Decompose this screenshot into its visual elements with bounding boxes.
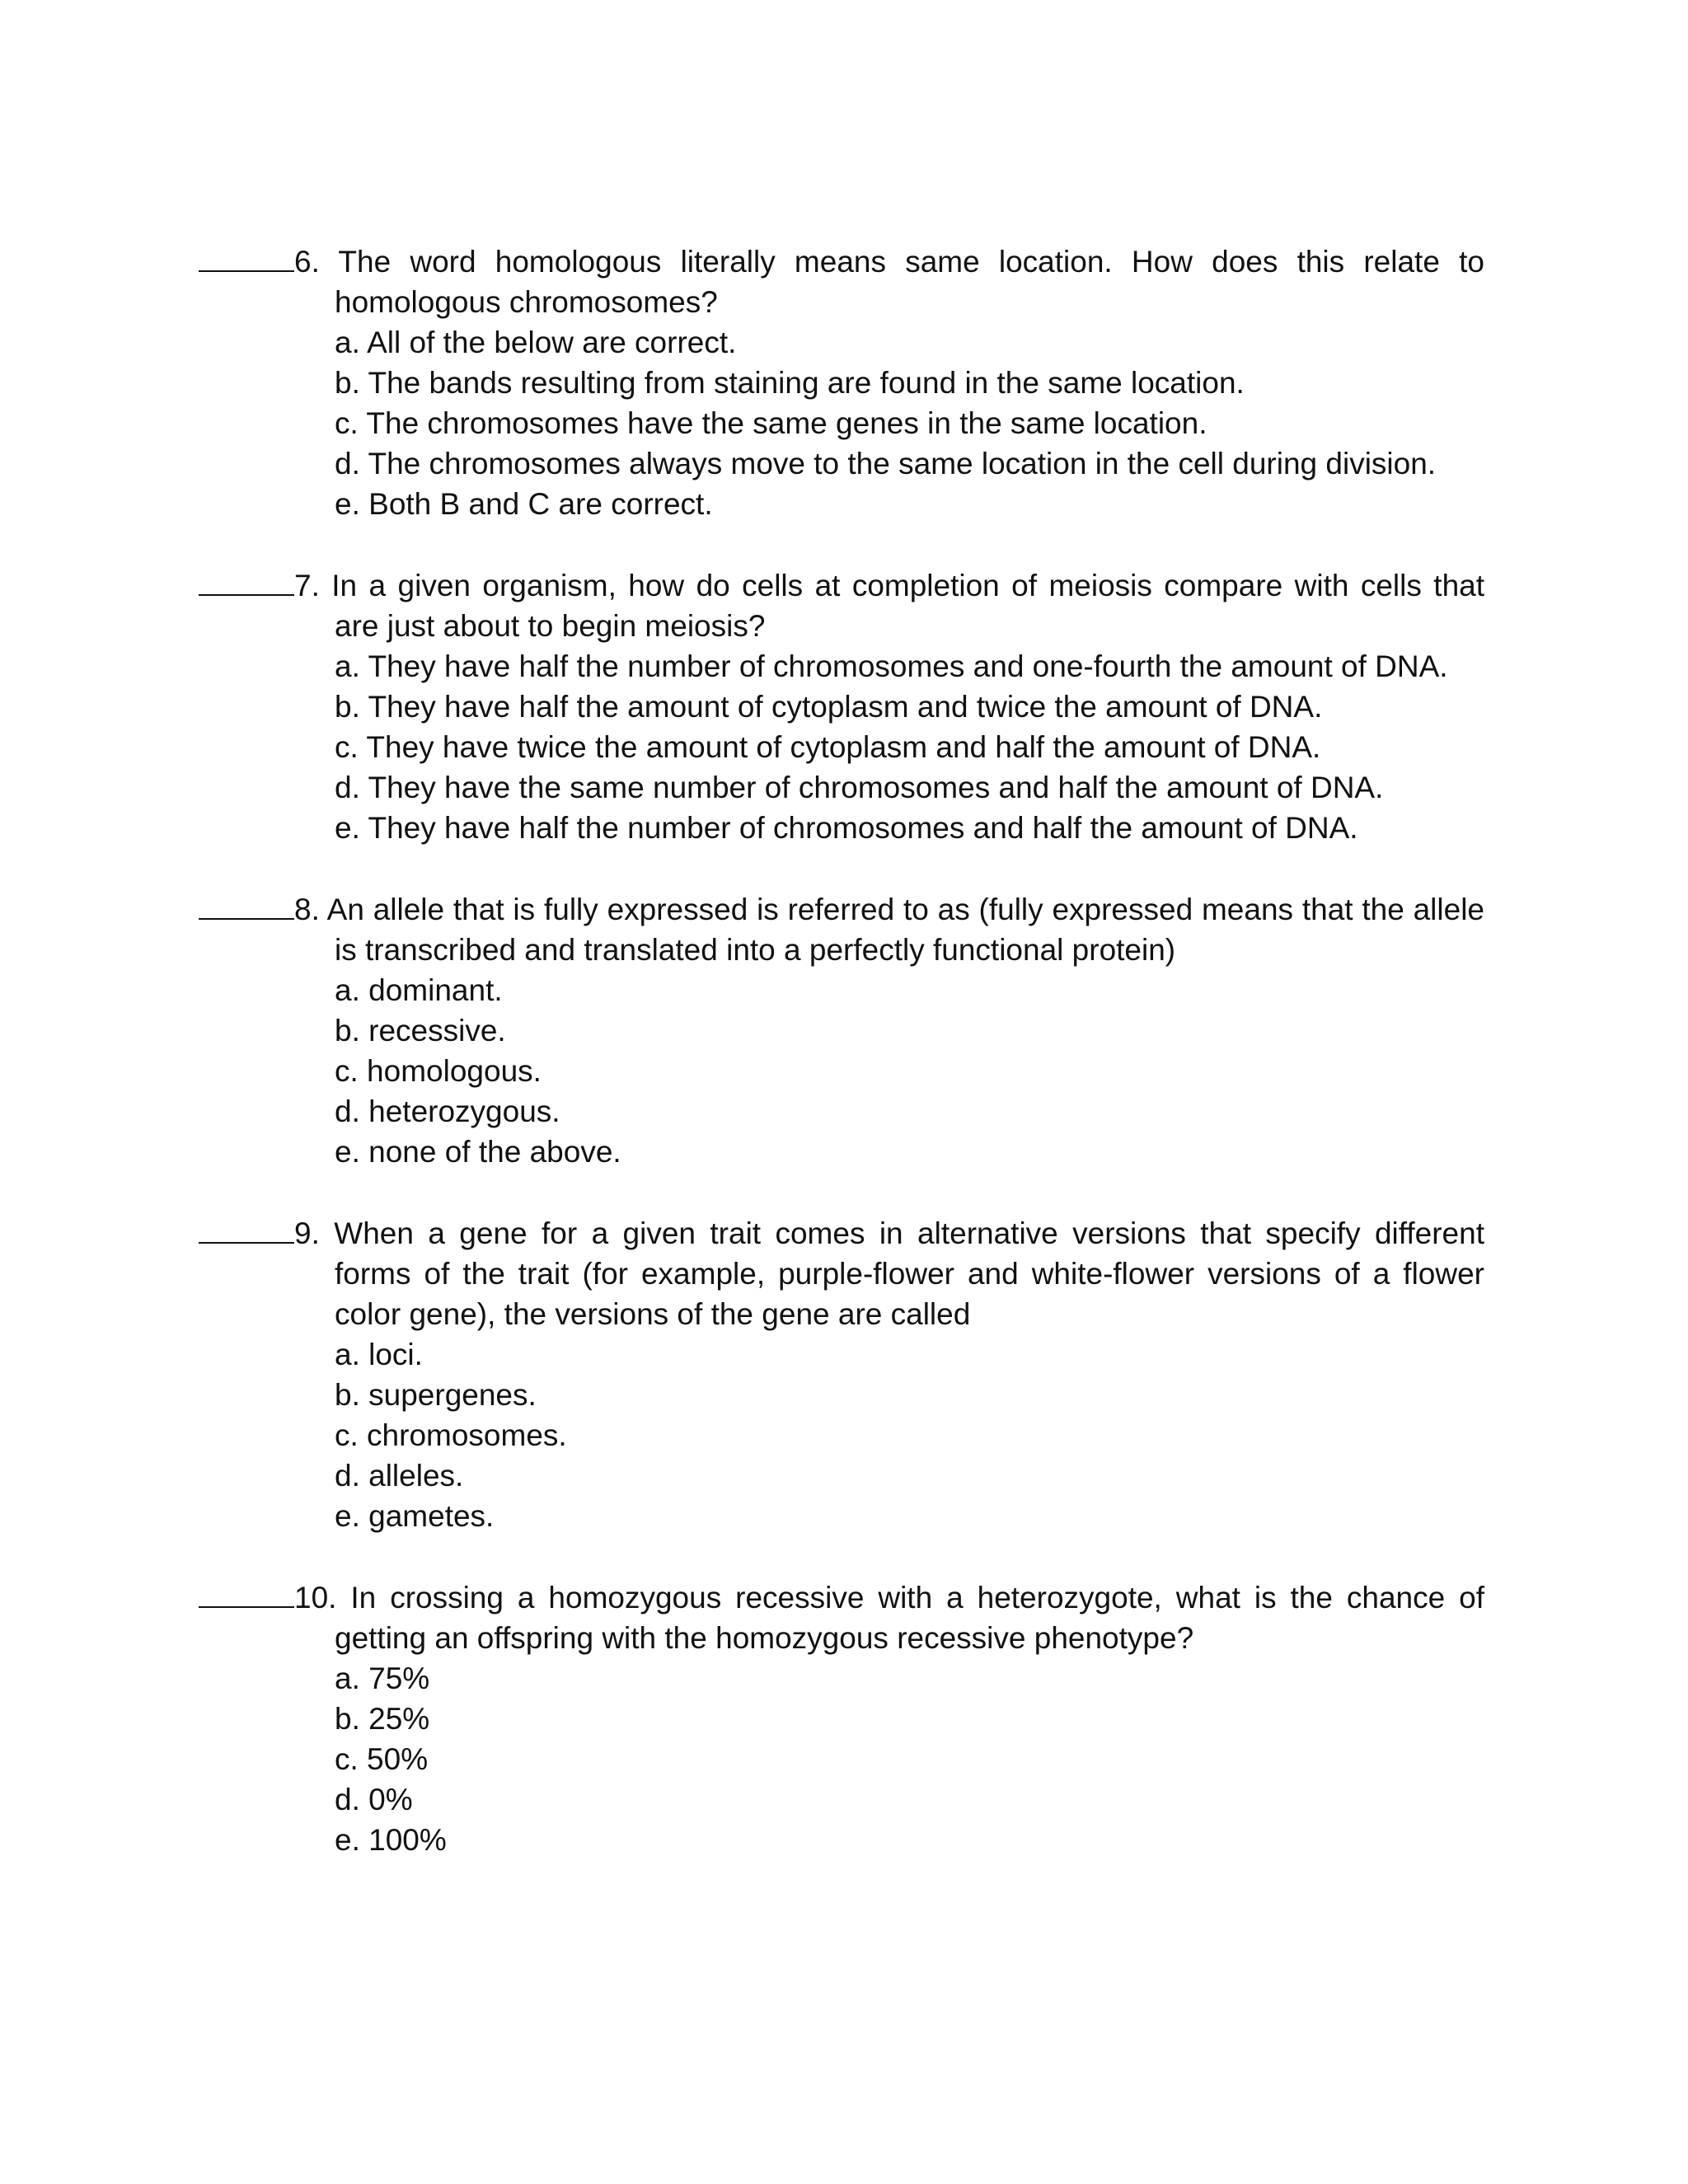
question-stem [199, 1577, 1484, 1658]
question-stem [199, 241, 1484, 322]
choice-d: d. The chromosomes always move to the same location in the cell during division. [335, 447, 1437, 480]
question-stem [199, 888, 1484, 970]
question-text: In crossing a homozygous recessive with a heterozygote, what is the chance of getting an offspring with the homozygous recessive phenotype? [335, 1581, 1485, 1655]
choice-a: a. 75% [335, 1661, 430, 1695]
answer-choices [199, 1334, 1484, 1536]
choice-c: c. chromosomes. [335, 1418, 567, 1452]
answer-choices [199, 1658, 1484, 1860]
choice-a: a. loci. [335, 1338, 423, 1371]
answer-choices [199, 646, 1484, 848]
choice-b: b. They have half the amount of cytoplasm and twice the amount of DNA. [335, 690, 1323, 724]
answer-blank[interactable] [199, 1212, 294, 1244]
choice-c: c. 50% [335, 1742, 429, 1776]
choice-c: c. homologous. [335, 1054, 542, 1088]
choice-b: b. 25% [335, 1702, 430, 1736]
question-number: 6. [294, 245, 320, 279]
question-number: 7. [294, 569, 320, 602]
choice-d: d. 0% [335, 1783, 413, 1816]
question-stem [199, 565, 1484, 646]
choice-b: b. The bands resulting from staining are found in the same location. [335, 366, 1245, 400]
choice-d: d. heterozygous. [335, 1094, 560, 1128]
choice-c: c. The chromosomes have the same genes in the same location. [335, 406, 1207, 440]
question-10 [199, 1577, 1484, 1860]
choice-e: e. gametes. [335, 1499, 495, 1533]
choice-d: d. They have the same number of chromosomes and half the amount of DNA. [335, 771, 1384, 804]
choice-a: a. They have half the number of chromosomes and one-fourth the amount of DNA. [335, 649, 1448, 683]
answer-choices [199, 322, 1484, 524]
choice-b: b. supergenes. [335, 1378, 537, 1412]
question-8 [199, 888, 1484, 1172]
question-number: 9. [294, 1216, 320, 1250]
question-text: An allele that is fully expressed is referred to as (fully expressed means that the allele is transcribed and translated into a perfectly functional protein) [326, 893, 1484, 967]
choice-c: c. They have twice the amount of cytoplasm and half the amount of DNA. [335, 730, 1321, 764]
answer-choices [199, 970, 1484, 1172]
choice-e: e. none of the above. [335, 1135, 621, 1169]
question-7 [199, 565, 1484, 848]
choice-b: b. recessive. [335, 1014, 506, 1047]
question-6 [199, 241, 1484, 524]
question-9 [199, 1212, 1484, 1536]
question-text: When a gene for a given trait comes in alternative versions that specify different forms of the trait (for example, purple-flower and white-flower versions of a flower color gene), the versions of the gene are called [334, 1216, 1484, 1331]
question-number: 8. [294, 893, 320, 926]
choice-a: a. dominant. [335, 973, 503, 1007]
question-text: The word homologous literally means same location. How does this relate to homologous chromosomes? [335, 245, 1484, 319]
question-text: In a given organism, how do cells at completion of meiosis compare with cells that are just about to begin meiosis? [331, 569, 1485, 643]
choice-e: e. They have half the number of chromosomes and half the amount of DNA. [335, 811, 1358, 845]
choice-a: a. All of the below are correct. [335, 326, 737, 359]
answer-blank[interactable] [199, 1577, 294, 1608]
choice-e: e. Both B and C are correct. [335, 487, 713, 521]
question-number: 10. [294, 1581, 337, 1615]
answer-blank[interactable] [199, 241, 294, 272]
choice-d: d. alleles. [335, 1459, 464, 1493]
quiz-questions [199, 241, 1484, 1900]
answer-blank[interactable] [199, 888, 294, 920]
answer-blank[interactable] [199, 565, 294, 596]
question-stem [199, 1212, 1484, 1334]
choice-e: e. 100% [335, 1823, 447, 1857]
